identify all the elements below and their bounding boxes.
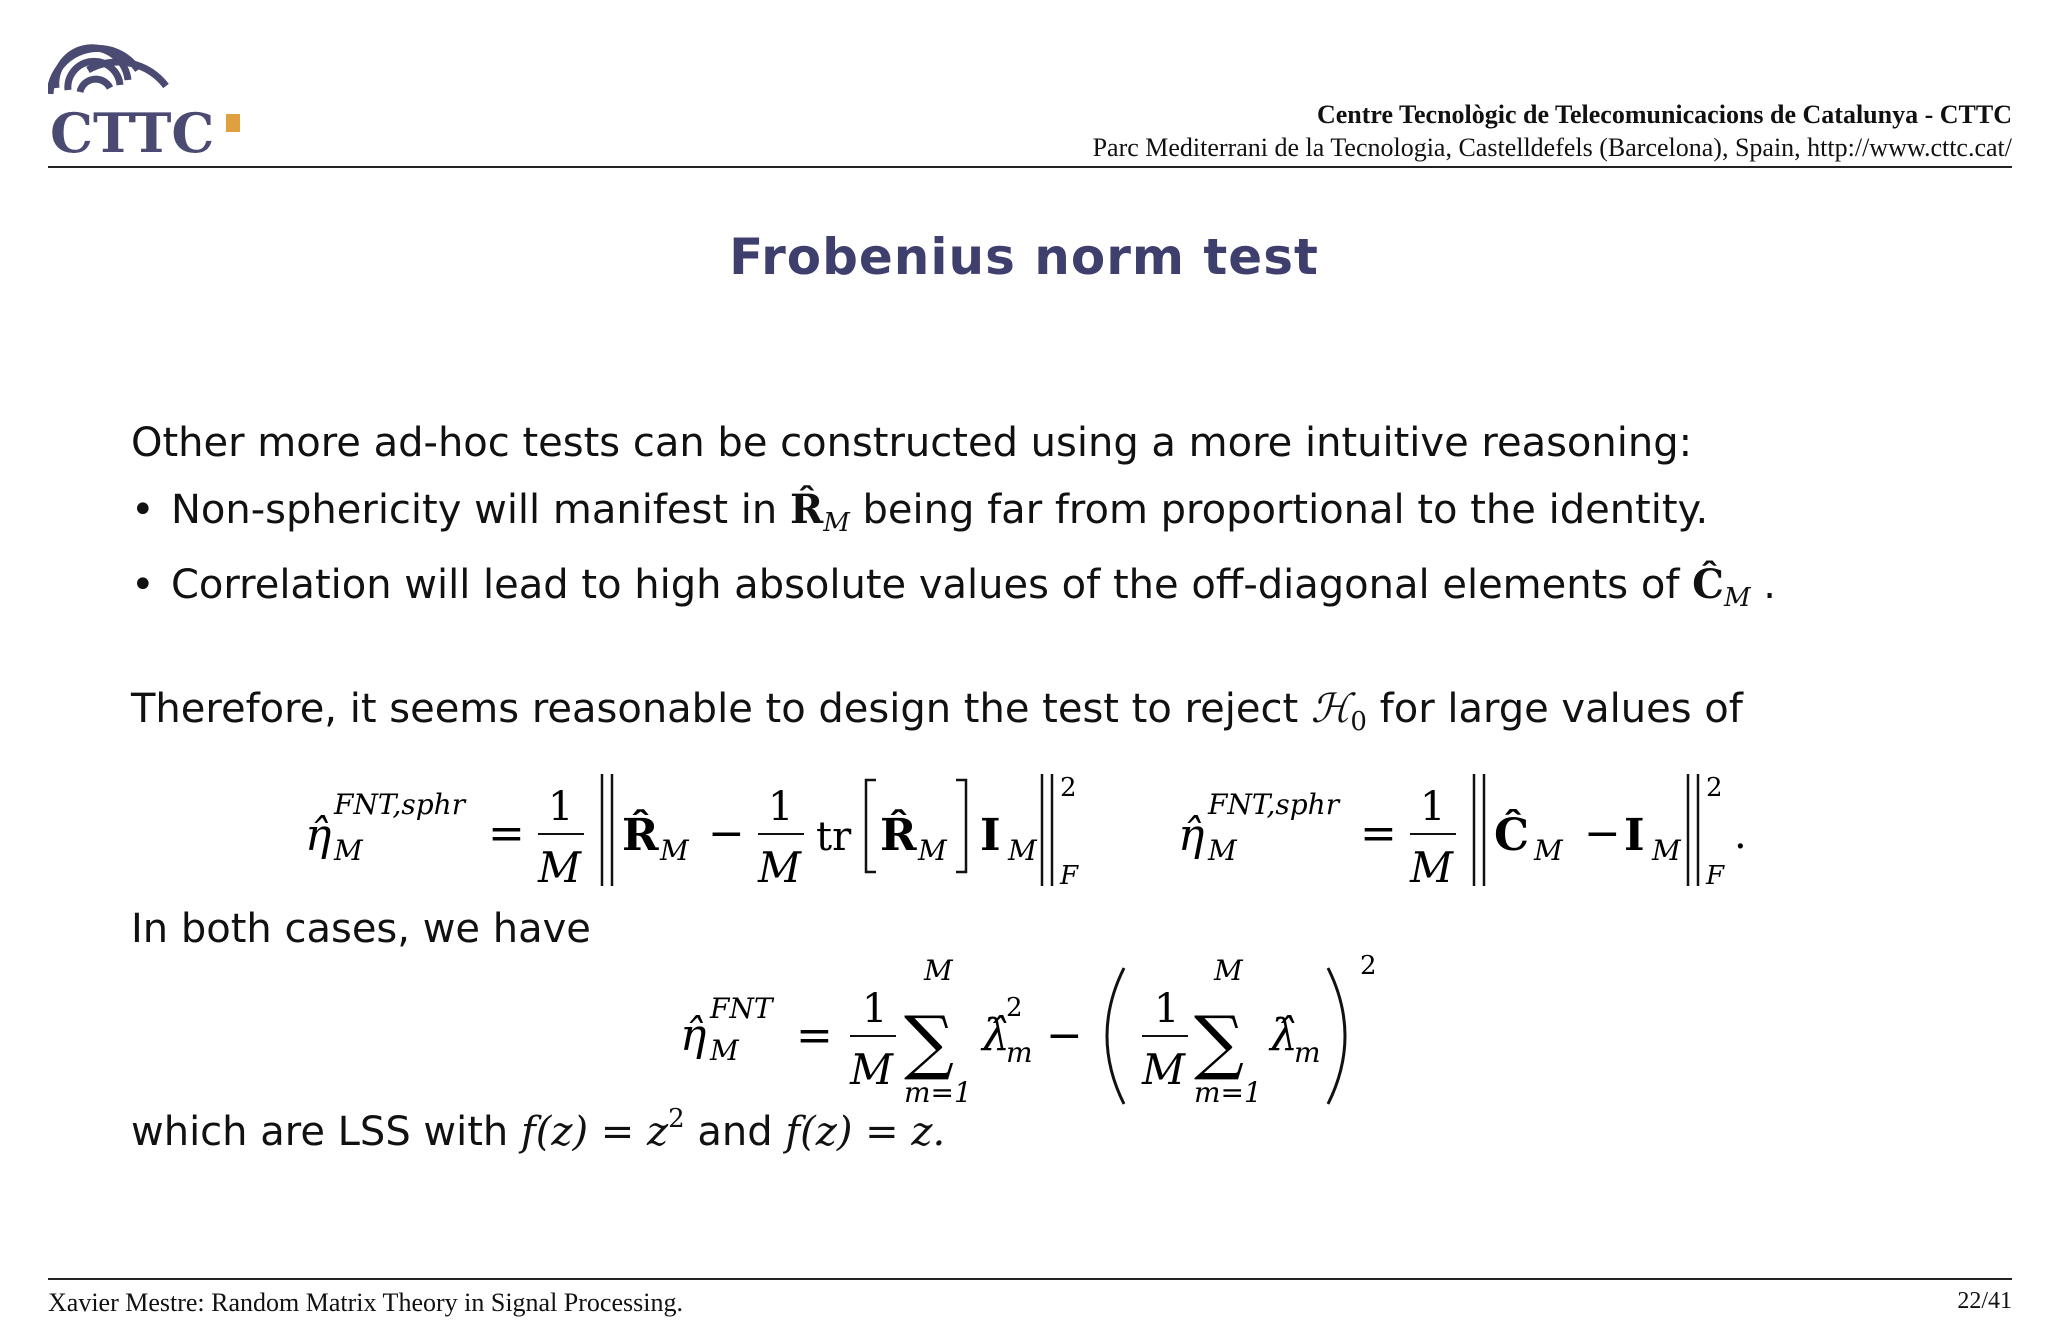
footer-rule [48, 1278, 2012, 1280]
logo-text: CTTC [50, 101, 215, 160]
svg-text:1: 1 [1154, 986, 1180, 1032]
header-rule [48, 166, 2012, 168]
svg-text:1: 1 [768, 784, 794, 830]
svg-text:R̂: R̂ [622, 810, 659, 861]
svg-text:R̂: R̂ [880, 810, 917, 861]
svg-text:.: . [1734, 812, 1747, 858]
svg-text:2: 2 [1360, 951, 1377, 981]
institution-address: Parc Mediterrani de la Tecnologia, Castelldefels (Barcelona), Spain, http://www.cttc.cat/ [1092, 133, 2012, 162]
svg-text:m=1: m=1 [1194, 1076, 1262, 1109]
svg-text:M: M [924, 954, 953, 987]
svg-text:λ̂: λ̂ [1270, 1010, 1298, 1061]
cttc-logo [48, 30, 248, 160]
intro-text: Other more ad-hoc tests can be constructed using a more intuitive reasoning: [131, 420, 1693, 466]
bullet-non-sphericity: • Non-sphericity will manifest in $R̂_M$ being far from proportional to the identity. [131, 486, 1709, 538]
svg-text:−: − [1584, 808, 1621, 859]
svg-text:η̂: η̂ [680, 1010, 707, 1061]
equations-frobenius [0, 760, 2048, 900]
svg-text:2: 2 [1706, 773, 1723, 803]
svg-text:F: F [1706, 861, 1725, 891]
svg-text:m: m [1006, 1036, 1033, 1069]
therefore-text: Therefore, it seems reasonable to design the test to reject ℋ$_0$ for large values of [131, 686, 1743, 737]
institution-name: Centre Tecnològic de Telecomunicacions de Catalunya - CTTC [1316, 100, 2012, 129]
svg-text:−: − [708, 808, 745, 859]
hypothesis-symbol: ℋ [1310, 686, 1351, 732]
svg-text:M: M [1214, 954, 1243, 987]
svg-text:∑: ∑ [904, 1001, 954, 1083]
svg-text:M: M [1652, 834, 1681, 867]
logo-graphic [48, 30, 248, 160]
svg-text:M: M [334, 834, 363, 867]
svg-text:I: I [1624, 810, 1645, 861]
svg-text:=: = [796, 1010, 833, 1061]
equation-correlation [1178, 773, 1747, 892]
svg-text:M: M [1008, 834, 1037, 867]
svg-text:m=1: m=1 [904, 1076, 972, 1109]
svg-text:m: m [1294, 1036, 1321, 1069]
svg-text:M: M [1142, 1045, 1186, 1094]
matrix-c-symbol: Ĉ [1692, 561, 1724, 608]
svg-text:2: 2 [1060, 773, 1077, 803]
svg-text:M: M [918, 834, 947, 867]
svg-text:λ̂: λ̂ [982, 1010, 1010, 1061]
svg-text:M: M [850, 1045, 894, 1094]
lss-text: which are LSS with $f(z) = z^2$ and f(z) = z. [131, 1104, 946, 1155]
equation-eigenvalue-sum [0, 950, 2048, 1120]
svg-text:FNT,sphr: FNT,sphr [334, 788, 466, 821]
page-number: 22/41 [1957, 1288, 2012, 1314]
svg-text:M: M [1208, 834, 1237, 867]
svg-text:1: 1 [1420, 784, 1446, 830]
svg-text:M: M [538, 843, 582, 892]
slide-title: Frobenius norm test [729, 228, 1319, 286]
logo-accent [226, 114, 240, 132]
svg-text:FNT: FNT [710, 992, 773, 1025]
svg-text:tr: tr [816, 814, 852, 860]
svg-text:Ĉ: Ĉ [1494, 810, 1530, 861]
svg-text:M: M [1534, 834, 1563, 867]
svg-text:FNT,sphr: FNT,sphr [1208, 788, 1340, 821]
svg-text:1: 1 [548, 784, 574, 830]
bullet-dot: • [131, 487, 155, 533]
svg-text:M: M [660, 834, 689, 867]
both-cases-text: In both cases, we have [131, 906, 591, 952]
svg-text:−: − [1046, 1010, 1083, 1061]
svg-text:1: 1 [862, 986, 888, 1032]
footer-author-title: Xavier Mestre: Random Matrix Theory in Signal Processing. [48, 1288, 683, 1317]
svg-text:η̂: η̂ [305, 810, 332, 861]
svg-text:η̂: η̂ [1178, 810, 1205, 861]
matrix-r-symbol: R̂ [789, 486, 824, 533]
svg-text:I: I [980, 810, 1001, 861]
svg-text:2: 2 [1006, 993, 1023, 1023]
svg-text:M: M [758, 843, 802, 892]
bullet-correlation: • Correlation will lead to high absolute values of the off-diagonal elements of $Ĉ_M$ . [131, 561, 1777, 613]
svg-text:∑: ∑ [1194, 1001, 1244, 1083]
svg-text:=: = [1360, 808, 1397, 859]
svg-text:M: M [710, 1034, 739, 1067]
equation-sphericity [305, 773, 1079, 892]
svg-text:=: = [488, 808, 525, 859]
bullet-dot: • [131, 562, 155, 608]
svg-text:M: M [1410, 843, 1454, 892]
svg-text:F: F [1060, 861, 1079, 891]
